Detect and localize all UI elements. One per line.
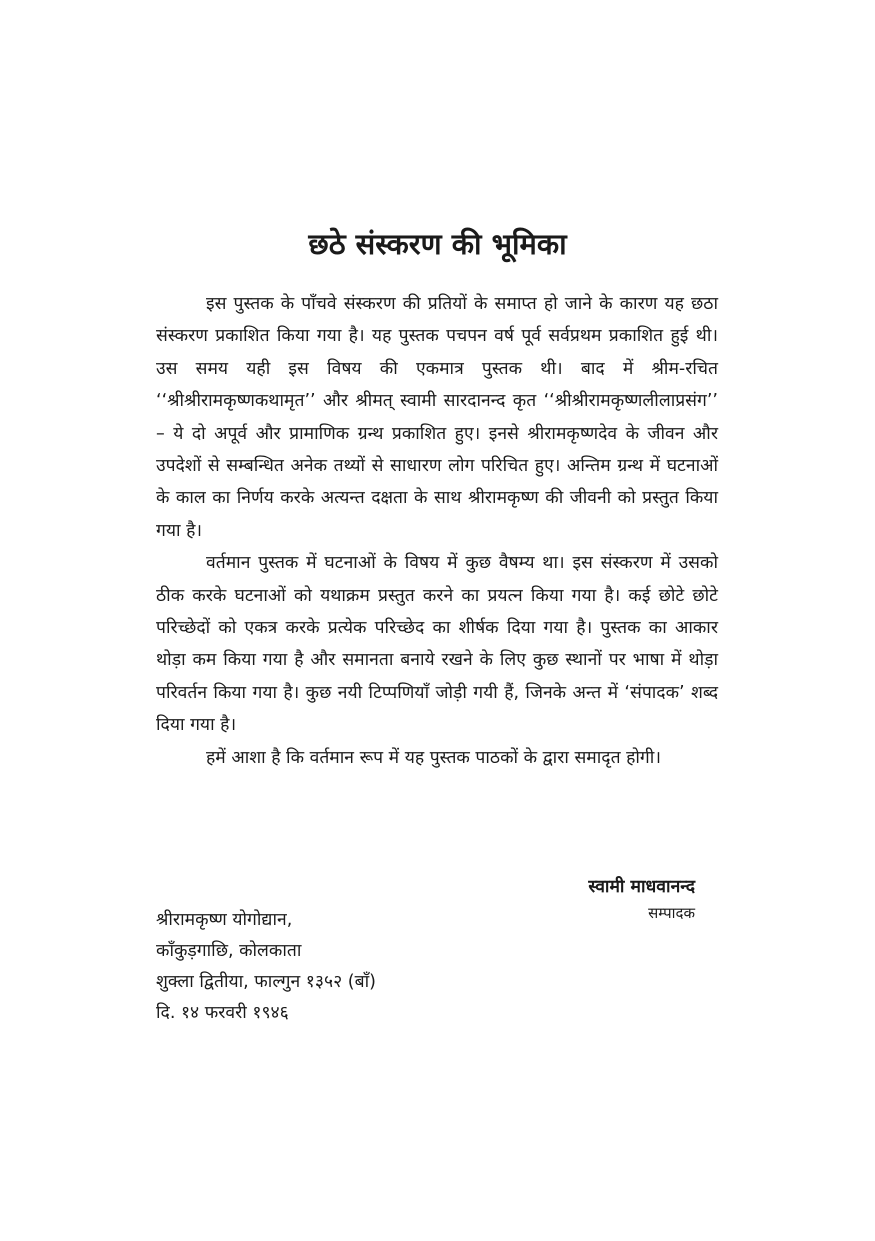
address-line-tithi: शुक्ला द्वितीया, फाल्गुन १३५२ (बाँ): [156, 972, 376, 992]
signatory-role: सम्पादक: [648, 904, 695, 922]
address-line-place: श्रीरामकृष्ण योगोद्यान,: [156, 910, 293, 930]
paragraph-2: वर्तमान पुस्तक में घटनाओं के विषय में कुछ वैषम्य था। इस संस्करण में उसको ठीक करके घटनाओं को यथाक्रम प्रस्तुत करने का प्रयत्न किया गया है। कई छोटे छोटे परिच्छेदों को एकत्र करके प्रत्येक परिच्छेद का शीर्षक दिया गया है। पुस्तक का आकार थोड़ा कम किया गया है और समानता बनाये रखने के लिए कुछ स्थानों पर भाषा में थोड़ा परिवर्तन किया गया है। कुछ नयी टिप्पणियाँ जोड़ी गयी हैं, जिनके अन्त में ‘संपादक’ शब्द दिया गया है।: [156, 553, 718, 736]
address-block: [156, 905, 576, 1029]
paragraph-1: इस पुस्तक के पाँचवे संस्करण की प्रतियों के समाप्त हो जाने के कारण यह छठा संस्करण प्रकाशित किया गया है। यह पुस्तक पचपन वर्ष पूर्व सर्वप्रथम प्रकाशित हुई थी। उस समय यही इस विषय की एकमात्र पुस्तक थी। बाद में श्रीम-रचित ‘‘श्रीश्रीरामकृष्णकथामृत’’ और श्रीमत् स्वामी सारदानन्द कृत ‘‘श्रीश्रीरामकृष्णलीलाप्रसंग’’ – ये दो अपूर्व और प्रामाणिक ग्रन्थ प्रकाशित हुए। इनसे श्रीरामकृष्णदेव के जीवन और उपदेशों से सम्बन्धित अनेक तथ्यों से साधारण लोग परिचित हुए। अन्तिम ग्रन्थ में घटनाओं के काल का निर्णय करके अत्यन्त दक्षता के साथ श्रीरामकृष्ण की जीवनी को प्रस्तुत किया गया है।: [156, 294, 718, 541]
address-line-date: दि. १४ फरवरी १९४६: [156, 1003, 289, 1023]
paragraph-3: हमें आशा है कि वर्तमान रूप में यह पुस्तक पाठकों के द्वारा समादृत होगी।: [206, 747, 661, 768]
address-line-city: काँकुड़गाछि, कोलकाता: [156, 941, 302, 961]
signatory-name: स्वामी माधवानन्द: [588, 877, 695, 897]
preface-body: [156, 288, 718, 774]
page-title: छठे संस्करण की भूमिका: [308, 227, 567, 261]
